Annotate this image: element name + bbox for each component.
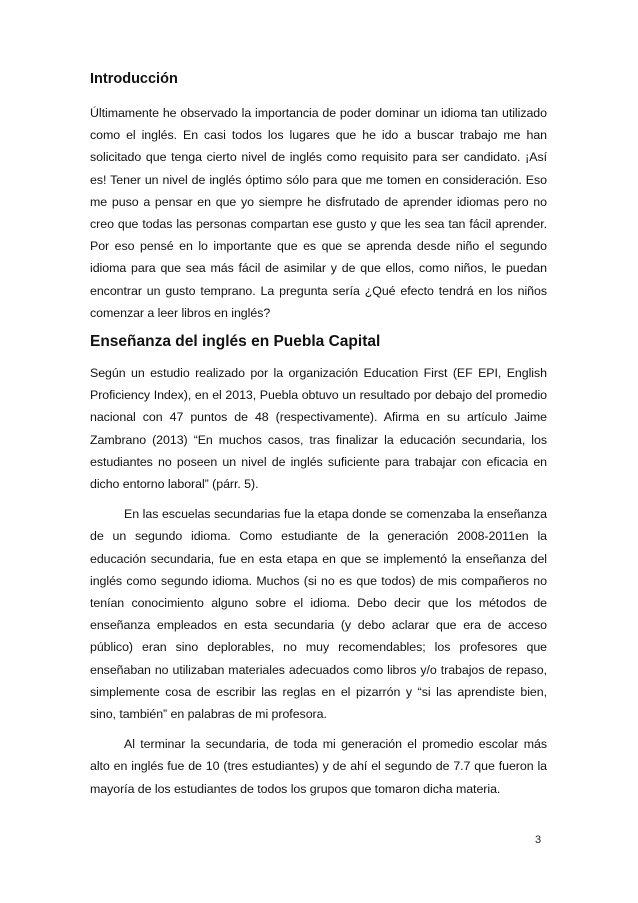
intro-paragraph: Últimamente he observado la importancia de poder dominar un idioma tan utilizado como el inglés. En casi todos los lugares que he ido a buscar trabajo me han solicitado que tenga cierto nivel de inglés como requisito para ser candidato. ¡Así es! Tener un nivel de inglés óptimo sólo para que me tomen en consideración. Eso me puso a pensar en que yo siempre he disfrutado de aprender idiomas pero no creo que todas las personas compartan ese gusto y que les sea tan fácil aprender. Por eso pensé en lo importante que es que se aprenda desde niño el segundo idioma para que sea más fácil de asimilar y de que ellos, como niños, le puedan encontrar un gusto temprano. La pregunta sería ¿Qué efecto tendrá en los niños comenzar a leer libros en inglés? bbox=[90, 106, 547, 320]
section-paragraph-1: Según un estudio realizado por la organización Education First (EF EPI, English Proficiency Index), en el 2013, Puebla obtuvo un resultado por debajo del promedio nacional con 47 puntos de 48 (respectivamente). Afirma en su artículo Jaime Zambrano (2013) “En muchos casos, tras finalizar la educación secundaria, los estudiantes no poseen un nivel de inglés suficiente para trabajar con eficacia en dicho entorno laboral” (párr. 5). bbox=[90, 366, 547, 492]
heading-ensenanza: Enseñanza del inglés en Puebla Capital bbox=[90, 333, 381, 351]
document-page bbox=[90, 70, 547, 800]
page-number: 3 bbox=[535, 834, 542, 846]
section-paragraph-2: En las escuelas secundarias fue la etapa donde se comenzaba la enseñanza de un segundo idioma. Como estudiante de la generación 2008-2011en la educación secundaria, fue en esta etapa en que se implementó la enseñanza del inglés como segundo idioma. Muchos (si no es que todos) de mis compañeros no tenían conocimiento alguno sobre el idioma. Debo decir que los métodos de enseñanza empleados en esta secundaria (y debo aclarar que era de acceso público) eran sino deplorables, no muy recomendables; los profesores que enseñaban no utilizaban materiales adecuados como libros y/o trabajos de repaso, simplemente cosa de escribir las reglas en el pizarrón y “si las aprendiste bien, sino, también” en palabras de mi profesora. bbox=[90, 507, 547, 722]
heading-introduccion: Introducción bbox=[90, 71, 178, 87]
section-paragraph-3: Al terminar la secundaria, de toda mi generación el promedio escolar más alto en inglés fue de 10 (tres estudiantes) y de ahí el segundo de 7.7 que fueron la mayoría de los estudiantes de todos los grupos que tomaron dicha materia. bbox=[90, 737, 547, 796]
